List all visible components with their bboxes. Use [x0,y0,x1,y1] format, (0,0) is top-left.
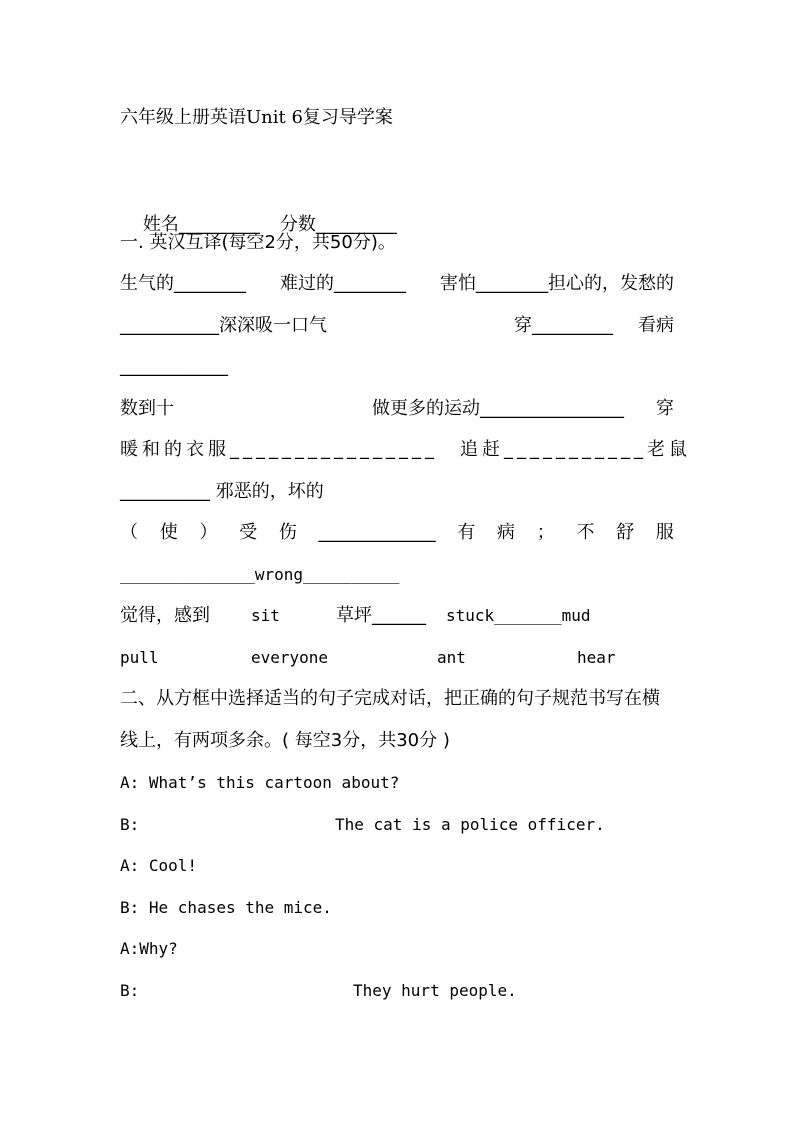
vocab-char: 有 [457,522,476,543]
vocab-char: 服 [655,522,674,543]
vocab-char: 舒 [616,522,635,543]
vocab-row-5b: 追赶___________老鼠 [460,439,691,460]
dialog-line-3: A: Cool! [120,856,198,875]
vocab-char: （ [120,522,138,543]
vocab-item: 生气的________ [120,273,246,294]
vocab-char: ； [536,522,555,543]
vocab-row-5a: 暖和的衣服________________ [120,439,438,460]
page-title: 六年级上册英语Unit 6复习导学案 [120,107,393,128]
dialog-line-5: A:Why? [120,939,178,958]
vocab-row-2c: 看病 [638,315,674,336]
dialog-line-1: A: What’s this cartoon about? [120,773,400,792]
dialog-line-2: The cat is a police officer. [335,815,605,834]
vocab-char: 病 [497,522,516,543]
vocab-row-6: __________ 邪恶的，坏的 [120,481,324,502]
vocab-row-8: ______________wrong__________ [120,565,400,584]
section2-heading-line2: 线上，有两项多余。( 每空3分，共30分 ) [120,730,450,751]
dialog-speaker-2: B: [120,815,140,834]
section1-heading: 一. 英汉互译(每空2分，共50分)。 [120,232,396,253]
vocab-row-7 [120,521,674,545]
score-field-label: 分数_________ [279,214,397,235]
section2-heading-line1: 二、从方框中选择适当的句子完成对话，把正确的句子规范书写在横 [120,688,660,709]
vocab-row-3: ____________ [120,356,228,377]
vocab-char: 使 [159,522,178,543]
vocab-row-10c: ant [437,648,466,667]
vocab-row-10d: hear [577,648,616,667]
dialog-speaker-6: B: [120,981,140,1000]
vocab-char: 不 [576,522,595,543]
vocab-row-4a: 数到十 [120,398,174,419]
vocab-row-9c: 草坪______ [336,605,426,626]
vocab-row-4b: 做更多的运动________________ [372,398,624,419]
vocab-char: 伤 [278,522,297,543]
vocab-row-10b: everyone [251,648,329,667]
vocab-row-1 [120,272,674,296]
dialog-line-4: B: He chases the mice. [120,898,332,917]
vocab-char: 受 [239,522,258,543]
vocab-row-9a: 觉得，感到 [120,605,210,626]
dialog-line-6: They hurt people. [353,981,517,1000]
vocab-row-9b: sit [251,606,280,625]
vocab-item: 害怕________担心的，发愁的 [440,273,674,294]
vocab-row-10a: pull [120,648,159,667]
vocab-blank: _____________ [318,522,436,543]
vocab-row-4c: 穿 [656,398,674,419]
vocab-row-2b: 穿_________ [514,315,613,336]
name-field-label: 姓名_________ [142,214,260,235]
vocab-char: ） [199,522,218,543]
vocab-row-9d: stuck_______mud [446,606,591,625]
vocab-item: 难过的________ [280,273,406,294]
vocab-row-2a: ___________深深吸一口气 [120,315,327,336]
